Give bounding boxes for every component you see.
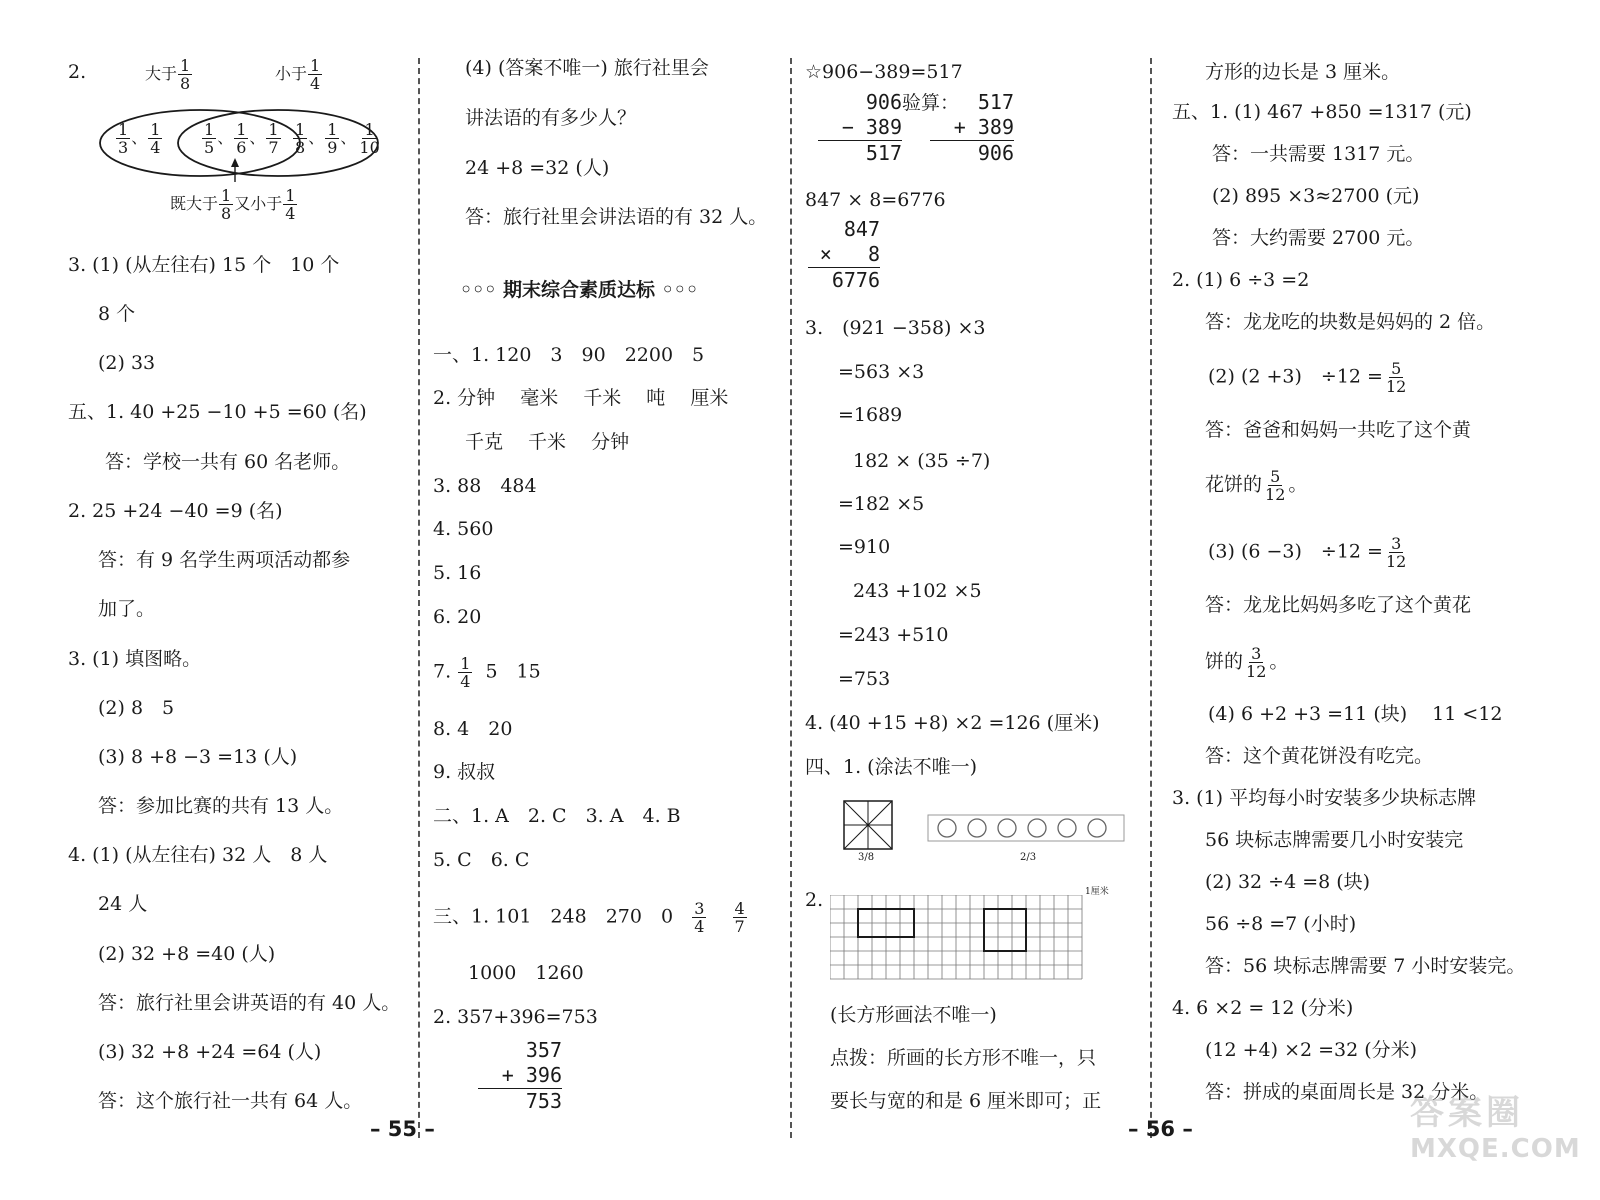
answer-line: 答：学校一共有 60 名老师。 (105, 451, 351, 473)
answer-line: 8. 4 20 (433, 718, 513, 740)
answer-line: 182 × (35 ÷7) (853, 450, 991, 472)
answer-line: 四、1. (涂法不唯一) (805, 756, 977, 778)
venn-middle-values: $\frac{1}{5}$ 、 $\frac{1}{6}$ 、 $\frac{1}{7}$ (204, 120, 279, 157)
answer-line: 五、1. (1) 467 +850 =1317 (元) (1172, 101, 1472, 123)
answer-line: (3) 8 +8 −3 =13 (人) (98, 746, 298, 768)
answer-line-fraction: (3) (6 −3) ÷12 = $\frac{3}{12}$ (1208, 534, 1407, 571)
answer-line: 3. (1) 填图略。 (68, 648, 202, 670)
page-number-56: – 56 – (1128, 1117, 1193, 1141)
answer-line: 4. 560 (433, 518, 494, 540)
answer-line: 3. (1) 平均每小时安装多少块标志牌 (1172, 787, 1477, 809)
answer-line: =563 ×3 (838, 361, 925, 383)
answer-line: 4. 6 ×2 = 12 (分米) (1172, 997, 1354, 1019)
answer-line: 要长与宽的和是 6 厘米即可；正 (830, 1090, 1102, 1112)
answer-line: 3. (921 −358) ×3 (805, 317, 986, 339)
answer-line: =910 (838, 536, 891, 558)
answer-line: 答：一共需要 1317 元。 (1212, 143, 1425, 165)
answer-line: 五、1. 40 +25 −10 +5 =60 (名) (68, 401, 367, 423)
answer-line: 2. (805, 889, 824, 911)
answer-line: 答：56 块标志牌需要 7 小时安装完。 (1205, 955, 1526, 977)
answer-line: 9. 叔叔 (433, 761, 496, 783)
vertical-multiplication: 847 × 8 6776 (808, 217, 880, 293)
column-divider (1150, 58, 1152, 1138)
answer-line: =243 +510 (838, 624, 949, 646)
venn-left-values: $\frac{1}{3}$ 、 $\frac{1}{4}$ (118, 120, 161, 157)
column-divider (418, 58, 420, 1138)
answer-line: 答：爸爸和妈妈一共吃了这个黄 (1205, 419, 1472, 441)
venn-diagram (95, 55, 395, 225)
q2-number: 2. (68, 61, 87, 83)
answer-line: 2. 分钟 毫米 千米 吨 厘米 (433, 387, 729, 409)
venn-bottom-label: 既大于 $\frac{1}{8}$ 又小于 $\frac{1}{4}$ (170, 186, 296, 223)
answer-line: 4. (40 +15 +8) ×2 =126 (厘米) (805, 712, 1100, 734)
answer-line: (3) 32 +8 +24 =64 (人) (98, 1041, 322, 1063)
answer-line: 6. 20 (433, 606, 482, 628)
column-divider (790, 58, 792, 1138)
answer-line: 二、1. A 2. C 3. A 4. B (433, 805, 681, 827)
answer-line: 56 ÷8 =7 (小时) (1205, 913, 1357, 935)
answer-line: 2. 357+396=753 (433, 1006, 598, 1028)
answer-line: =1689 (838, 404, 903, 426)
answer-line-fraction: 花饼的 $\frac{5}{12}$ 。 (1205, 467, 1308, 504)
answer-line-fraction: (2) (2 +3) ÷12 = $\frac{5}{12}$ (1208, 359, 1407, 396)
answer-line: 24 人 (98, 893, 148, 915)
answer-line: 24 +8 =32 (人) (465, 157, 610, 179)
square-shading-diagram (843, 800, 893, 850)
answer-line: 答：龙龙吃的块数是妈妈的 2 倍。 (1205, 311, 1496, 333)
page-number-55: – 55 – (370, 1117, 435, 1141)
answer-line: (2) 895 ×3≈2700 (元) (1212, 185, 1420, 207)
answer-line-fraction: 7. $\frac{1}{4}$ 5 15 (433, 654, 541, 691)
answer-line: 3. 88 484 (433, 475, 537, 497)
answer-line: 8 个 (98, 303, 136, 325)
answer-line: 答：旅行社里会讲法语的有 32 人。 (465, 206, 768, 228)
answer-line: 答：参加比赛的共有 13 人。 (98, 795, 344, 817)
answer-line: 2. (1) 6 ÷3 =2 (1172, 269, 1310, 291)
grid-rectangle-diagram (830, 895, 1100, 981)
answer-line: 56 块标志牌需要几小时安装完 (1205, 829, 1464, 851)
answer-line: (长方形画法不唯一) (830, 1004, 997, 1026)
answer-line: (2) 32 +8 =40 (人) (98, 943, 276, 965)
answer-line: 答：这个旅行社一共有 64 人。 (98, 1090, 363, 1112)
answer-line: 2. 25 +24 −40 =9 (名) (68, 500, 283, 522)
watermark-logo: 答案圈 MXQE.COM (1410, 1093, 1581, 1164)
check-label: 验算： (902, 92, 960, 114)
answer-line: (12 +4) ×2 =32 (分米) (1205, 1039, 1418, 1061)
venn-right-values: $\frac{1}{8}$ 、 $\frac{1}{9}$ 、 $\frac{1}{10}$ (295, 120, 380, 157)
circle-fraction-label: 2/3 (1020, 852, 1037, 863)
answer-line: (2) 32 ÷4 =8 (块) (1205, 871, 1371, 893)
answer-line: 243 +102 ×5 (853, 580, 982, 602)
answer-line: (2) 33 (98, 352, 156, 374)
venn-right-label: 小于 $\frac{1}{4}$ (275, 56, 321, 93)
answer-line: 答：有 9 名学生两项活动都参 (98, 549, 351, 571)
answer-line: 1000 1260 (468, 962, 584, 984)
answer-line-fraction: 饼的 $\frac{3}{12}$ 。 (1205, 644, 1289, 681)
answer-line: 答：大约需要 2700 元。 (1212, 227, 1425, 249)
answer-line: 一、1. 120 3 90 2200 5 (433, 344, 705, 366)
answer-line: 加了。 (98, 598, 156, 620)
vertical-subtraction: 906 − 389 517 (818, 90, 902, 166)
square-fraction-label: 3/8 (858, 852, 875, 863)
vertical-check: 517 + 389 906 (930, 90, 1014, 166)
answer-line: 点拨：所画的长方形不唯一，只 (830, 1047, 1097, 1069)
answer-line: 4. (1) (从左往右) 32 人 8 人 (68, 844, 328, 866)
answer-line: (2) 8 5 (98, 697, 175, 719)
answer-line: 讲法语的有多少人？ (465, 107, 637, 129)
answer-line: 答：龙龙比妈妈多吃了这个黄花 (1205, 594, 1472, 616)
answer-line: 方形的边长是 3 厘米。 (1205, 61, 1401, 83)
answer-line-fraction: 三、1. 101 248 270 0 $\frac{3}{4}$ $\frac{4}{7}$ (433, 899, 745, 936)
answer-line: 答：拼成的桌面周长是 32 分米。 (1205, 1081, 1489, 1103)
circle-shading-diagram (927, 812, 1127, 844)
answer-line: 5. 16 (433, 562, 482, 584)
answer-line: 3. (1) (从左往右) 15 个 10 个 (68, 254, 340, 276)
venn-left-label: 大于 $\frac{1}{8}$ (145, 56, 191, 93)
answer-line: 答：这个黄花饼没有吃完。 (1205, 745, 1434, 767)
answer-line: (4) 6 +2 +3 =11 (块) 11 <12 (1208, 703, 1503, 725)
answer-line: 5. C 6. C (433, 849, 530, 871)
answer-line: =753 (838, 668, 891, 690)
answer-line: =182 ×5 (838, 493, 925, 515)
vertical-addition: 357 + 396 753 (478, 1038, 562, 1114)
answer-line: 答：旅行社里会讲英语的有 40 人。 (98, 992, 401, 1014)
section-heading: ◦◦◦ 期末综合素质达标 ◦◦◦ (460, 279, 699, 301)
answer-line: (4) (答案不唯一) 旅行社里会 (465, 57, 709, 79)
answer-line: 千克 千米 分钟 (465, 431, 630, 453)
answer-line: 847 × 8=6776 (805, 189, 946, 211)
answer-line: ☆906−389=517 (805, 61, 963, 83)
grid-unit-note: 1厘米 (1085, 887, 1109, 897)
